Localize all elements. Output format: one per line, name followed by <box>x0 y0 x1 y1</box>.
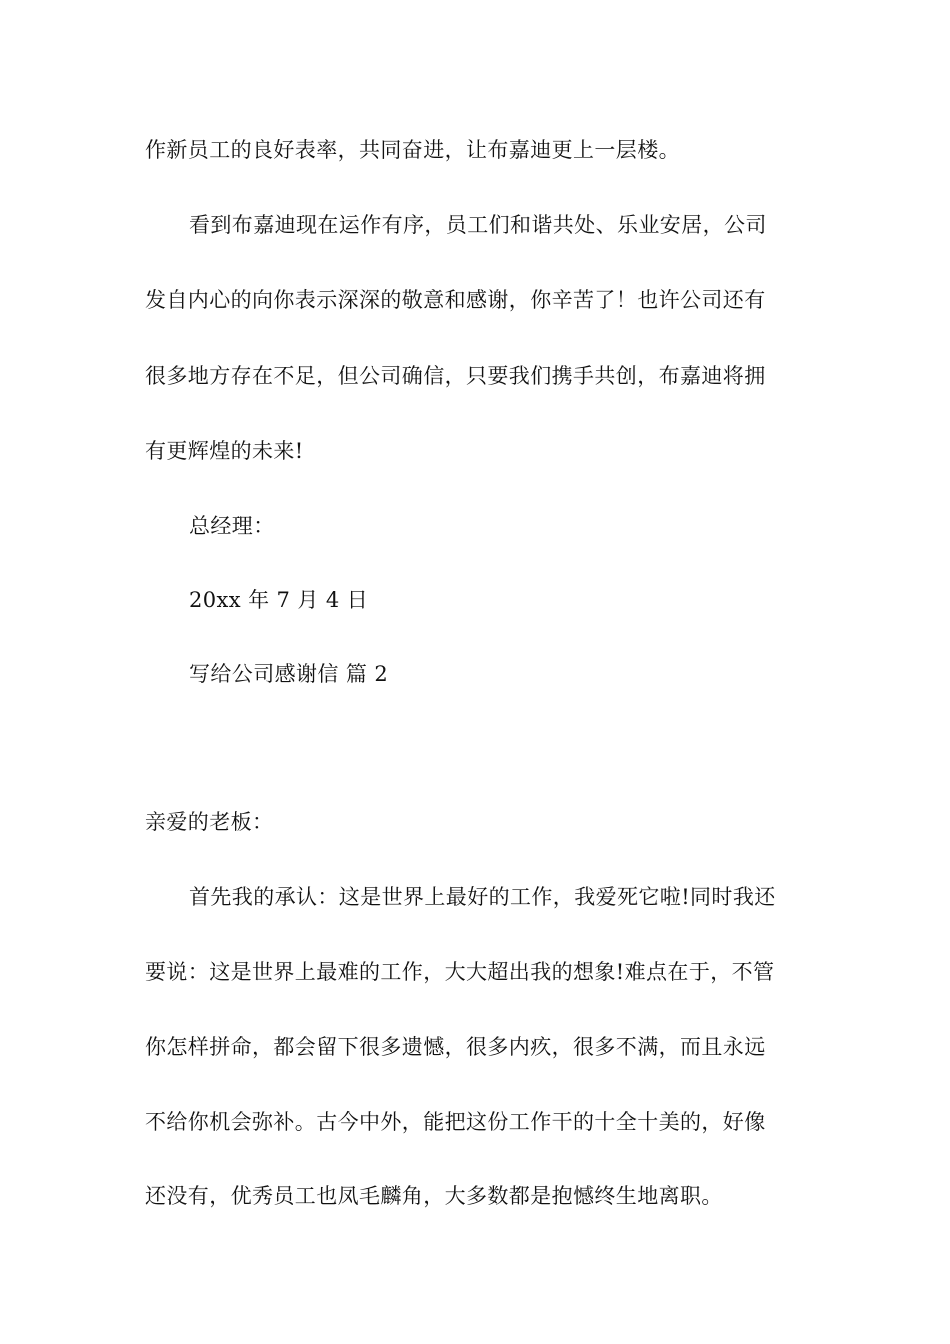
text-line: 很多地方存在不足，但公司确信，只要我们携手共创，布嘉迪将拥 <box>145 364 766 388</box>
text-line: 不给你机会弥补。古今中外，能把这份工作干的十全十美的，好像 <box>145 1110 766 1134</box>
text-line: 有更辉煌的未来! <box>145 439 304 463</box>
text-line: 还没有，优秀员工也凤毛麟角，大多数都是抱憾终生地离职。 <box>145 1184 723 1208</box>
section-heading: 写给公司感谢信 篇 2 <box>189 662 389 686</box>
text-line: 你怎样拼命，都会留下很多遗憾，很多内疚，很多不满，而且永远 <box>145 1035 766 1059</box>
text-line: 作新员工的良好表率，共同奋进，让布嘉迪更上一层楼。 <box>145 138 680 162</box>
text-line: 要说：这是世界上最难的工作，大大超出我的想象!难点在于，不管 <box>145 960 775 984</box>
signature-title: 总经理： <box>189 514 275 538</box>
text-line: 首先我的承认：这是世界上最好的工作，我爱死它啦!同时我还 <box>189 885 776 909</box>
text-line: 发自内心的向你表示深深的敬意和感谢，你辛苦了！也许公司还有 <box>145 288 766 312</box>
text-line: 看到布嘉迪现在运作有序，员工们和谐共处、乐业安居，公司 <box>189 213 767 237</box>
date-line: 20xx 年 7 月 4 日 <box>189 588 369 612</box>
salutation: 亲爱的老板： <box>145 810 274 834</box>
